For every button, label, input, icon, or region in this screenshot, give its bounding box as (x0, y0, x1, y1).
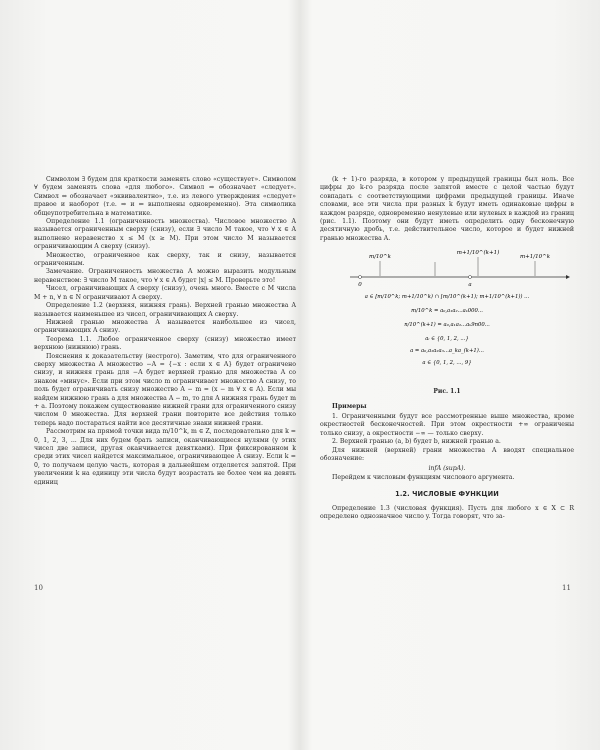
origin-label: 0 (358, 282, 362, 289)
label-m1-10k1: m+1/10^(k+1) (456, 250, 500, 257)
definition-1-1: Определение 1.1 (ограниченность множества). Числовое множество A называется ограниченным сверху (снизу), если ∃ число M такое, что ∀ x ∈ A выполнено неравенство x ≤ M (x ≥ M). При этом число M называется ограничивающим A сверху (снизу). (34, 218, 296, 251)
a-label: a (468, 282, 472, 289)
theorem-1-1: Теорема 1.1. Любое ограниченное сверху (снизу) множество имеет верхнюю (нижнюю) грань. (34, 335, 296, 352)
paragraph: Чисел, ограничивающих A сверху (снизу), очень много. Вместе с M числа M + n, ∀ n ∈ N ограничивают A сверху. (34, 285, 296, 301)
proof-explanation: Пояснения к доказательству (нестрого). Заметим, что для ограниченного сверху множества A множество −A = {−x : если x ∈ A} будет ограничено снизу, и нижняя грань для −A будет верхней гранью для множества A со знаком «минус». Если при этом число m ограничивает множество A снизу, то поль будет ограничивать снизу множество A − m = (x − m ∀ x ∈ A). Если мы найдем нижнюю грань a для множества A − m, то для A нижняя грань будет m + a. Поэтому покажем существование нижней грани для ограниченного снизу числом 0 множества. Для верхней грани повторите все действия только теперь надо постараться найти все десятичные знаки нижней грани. (34, 352, 296, 427)
paragraph: Нижней гранью множества A называется наибольшее из чисел, ограничивающих A снизу. (34, 318, 296, 335)
page-number-right: 11 (562, 584, 571, 592)
figure-caption: Рис. 1.1 (433, 388, 461, 396)
formula: a ∈ [m/10^k; m+1/10^k) ∩ [m/10^(k+1); m+1/10^(k+1)) ... (364, 294, 530, 301)
remark: Замечание. Ограниченность множества A можно выразить модульным неравенством: ∃ число M такое, что ∀ x ∈ A будет |x| ≤ M. Проверьте это! (34, 268, 296, 284)
formula: m/10^k = a₀,a₁a₂...aₖ000... (411, 308, 483, 315)
left-page-text (34, 176, 296, 487)
examples-heading: Примеры (332, 402, 367, 410)
example-item: 2. Верхней гранью (a, b) будет b, нижней гранью a. (332, 438, 501, 446)
example-item: Для нижней (верхней) грани множества A вводят специальное обозначение: (320, 446, 574, 463)
inf-sup-notation: infA (supA). (428, 464, 466, 472)
definition-1-2: Определение 1.2 (верхняя, нижняя грань). Верхней гранью множества A называется наименьшее из чисел, ограничивающих A сверху. (34, 302, 296, 318)
label-m-10k: m/10^k (368, 254, 392, 261)
right-page-text (320, 176, 574, 522)
formula: a = a₀,a₁a₂a₃...a_ka_(k+1)... (410, 348, 484, 355)
formula: n/10^(k+1) = a₀,a₁a₂...aₖ9n00... (404, 322, 490, 329)
paragraph: Множество, ограниченное как сверху, так и снизу, называется ограниченным. (34, 251, 296, 268)
paragraph: (k + 1)-го разряда, в котором у предыдущей границы был ноль. Все цифры до k-го разряда после запятой вместе с целой частью будут совпадать с соответствующими цифрами предыдущей границы. Иначе словами, все эти числа при разных k будут иметь одинаковые цифры в каждом разряде, одновременно ненулевые или нулевых в каждой из границ (рис. 1.1). Поэтому они будут иметь определить одну бесконечную десятичную дробь, т.е. действительное число, которое и будет нижней гранью множества A. (320, 176, 574, 242)
figure-1-1 (320, 246, 574, 386)
number-line-diagram (320, 246, 574, 386)
definition-1-3: Определение 1.3 (числовая функция). Пусть для любого x ∈ X ⊂ R определено однозначное число y. Тогда говорят, что за- (320, 504, 574, 521)
paragraph: Рассмотрим на прямой точки вида m/10^k, m ∈ Z, последовательно для k = 0, 1, 2, 3, ... Для них будем брать записи, оканчивающиеся нулями (у этих чисел две записи, другая оканчивается девятками). При фиксированном k среди этих чисел найдется максимальное, ограничивающее A снизу. Если k = 0, то получаем целую часть, которая в дальнейшем отделяется запятой. При увеличении k на единицу эти числа будут возрастать не более чем на девять единиц (34, 428, 296, 486)
section-heading: 1.2. ЧИСЛОВЫЕ ФУНКЦИИ (395, 490, 499, 499)
paragraph: Символом ∃ будем для краткости заменять слово «существует». Символом ∀ будем заменять слова «для любого». Символ ⇒ обозначает «следует». Символ ⇔ обозначает «эквивалентно», т.е. из левого утверждения «следует» правое и наоборот (т.е. ⇒ и ⇐ выполнены одновременно). Эта символика общеупотребительна в математике. (34, 176, 296, 217)
transition-text: Перейдем к числовым функциям числового аргумента. (332, 473, 515, 481)
page-number-left: 10 (34, 584, 43, 592)
example-item: 1. Ограниченными будут все рассмотренные выше множества, кроме окрестностей бесконечностей. При этом окрестности +∞ ограничены только снизу, а окрестности −∞ — только сверху. (320, 413, 574, 437)
formula: a ∈ {0, 1, 2, ..., 9} (422, 360, 472, 367)
formula: aᵢ ∈ {0, 1, 2, ...} (425, 336, 469, 343)
label-m1-10k: m+1/10^k (519, 254, 551, 261)
